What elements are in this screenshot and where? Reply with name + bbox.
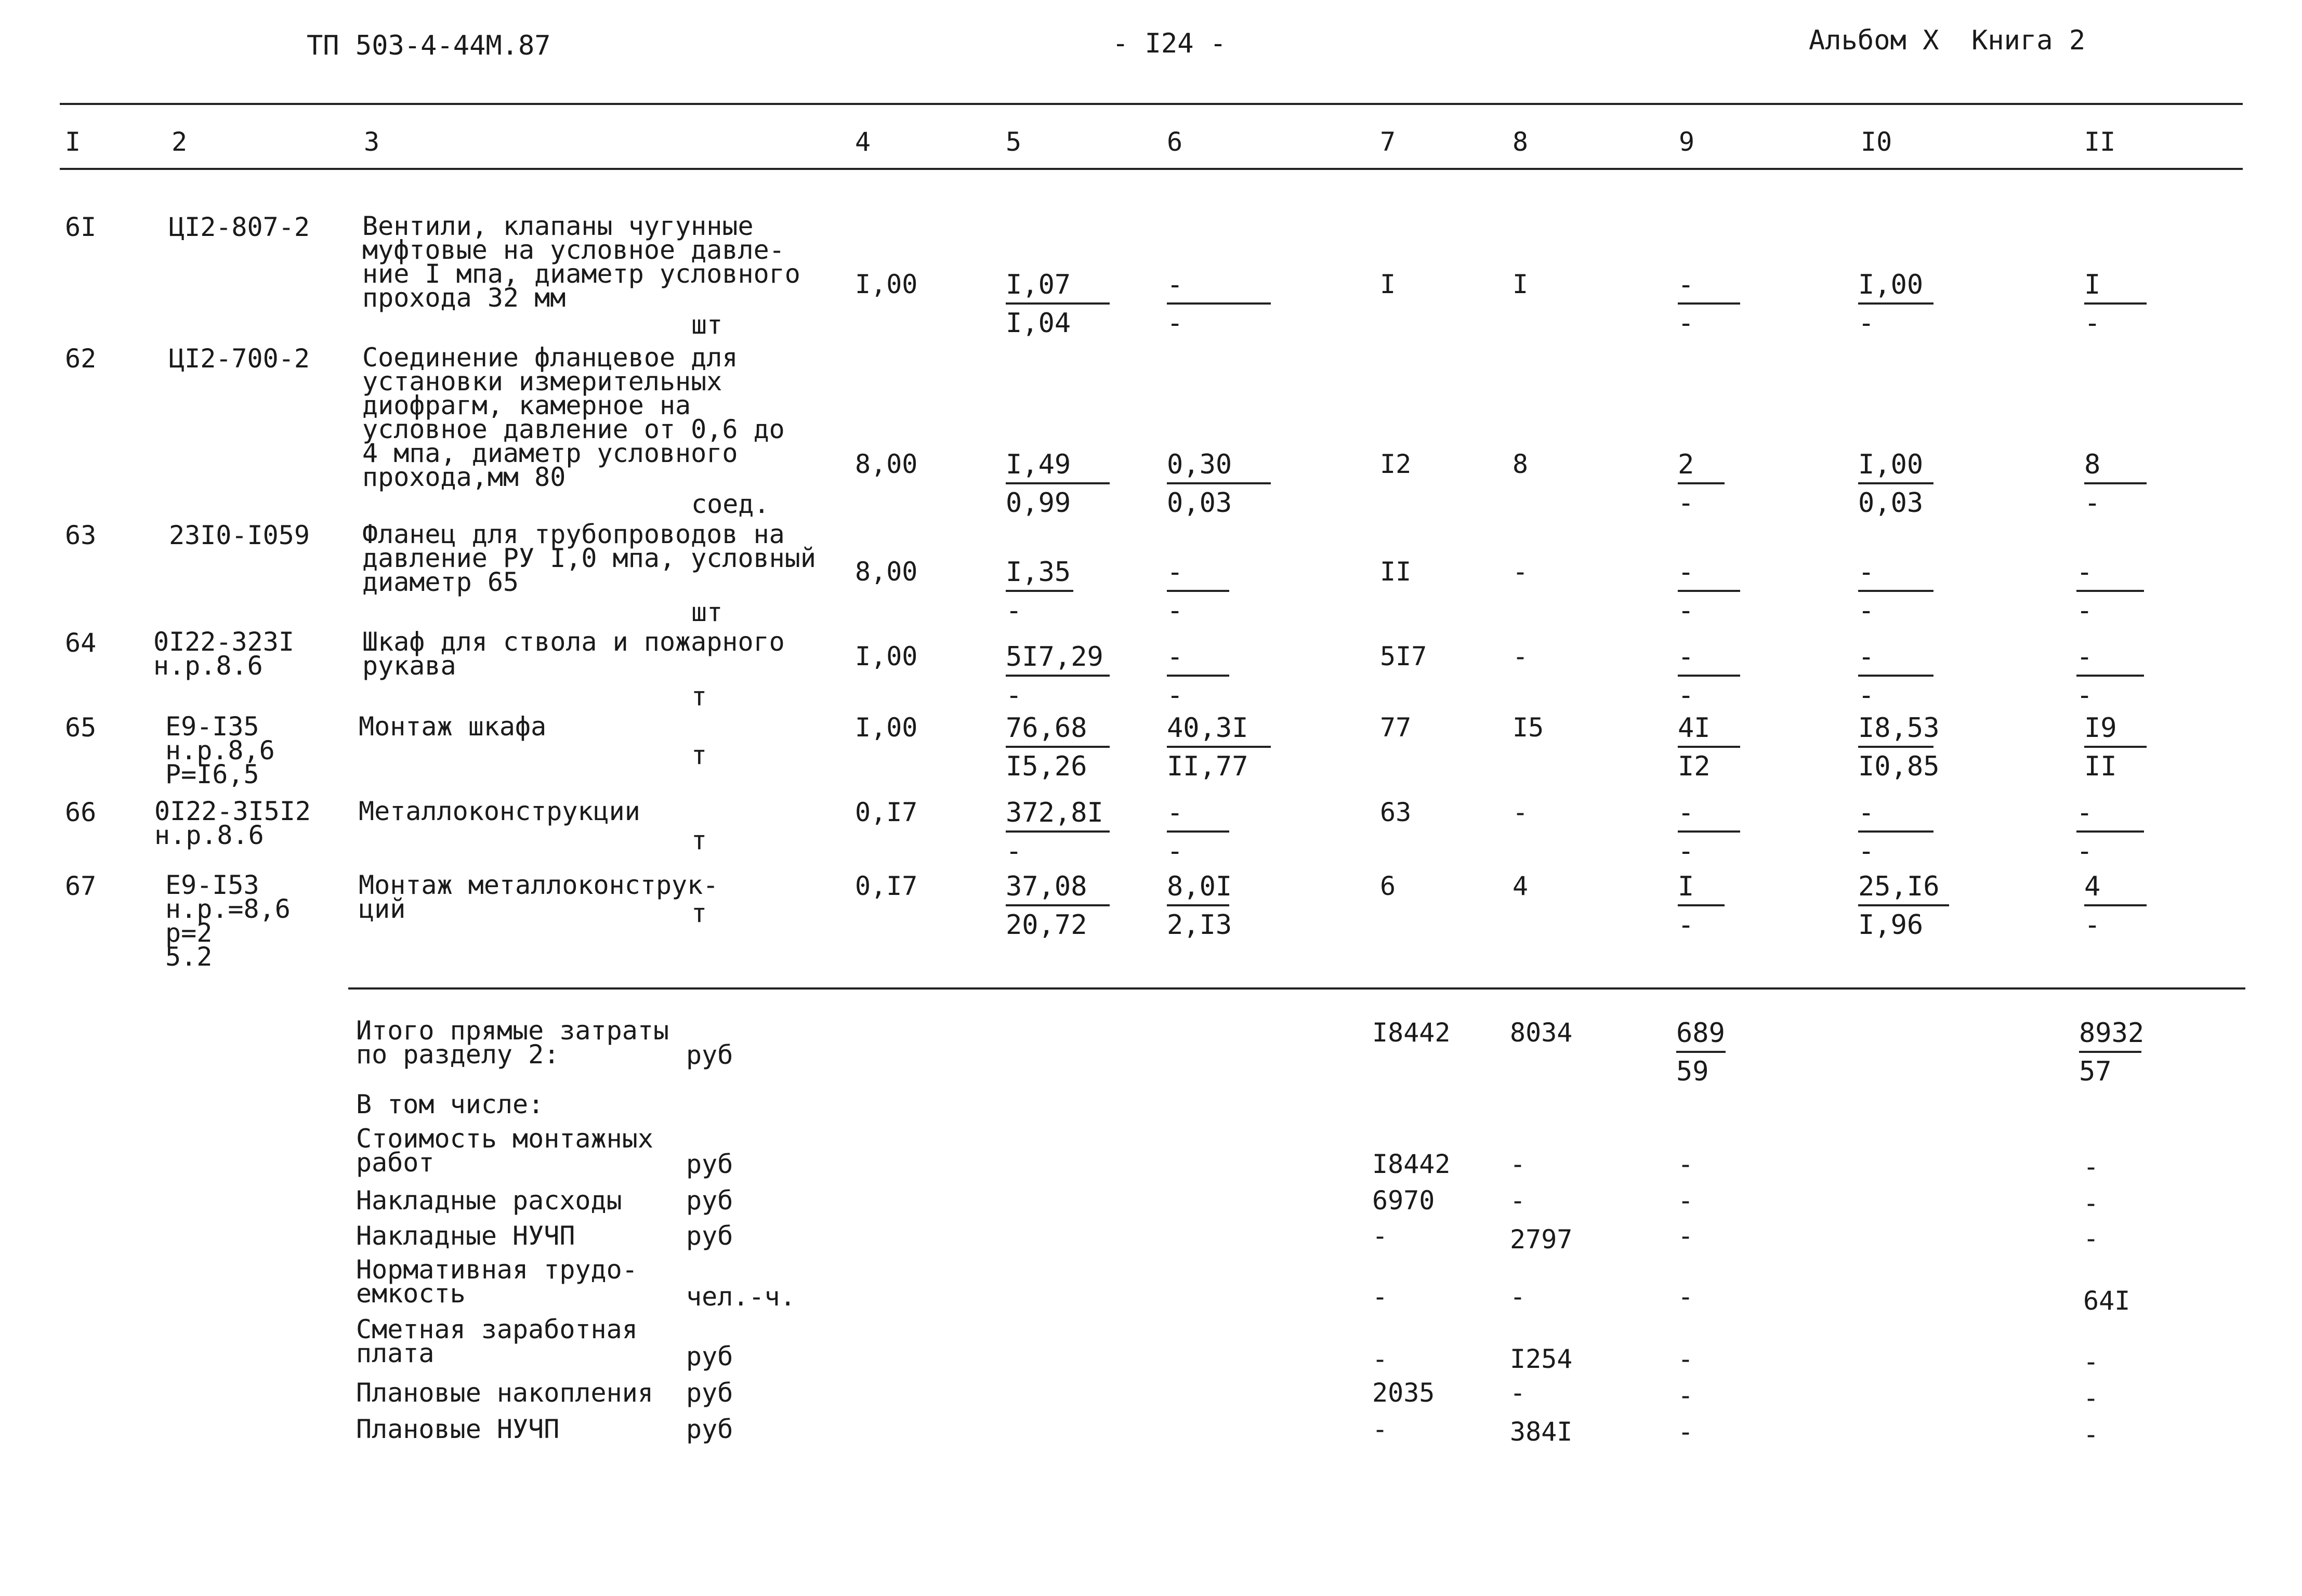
summary-unit: руб — [686, 1378, 733, 1408]
price-code: 0I22-3I5I2 н.р.8.6 — [154, 796, 311, 850]
column-header: I0 — [1861, 127, 1892, 157]
denominator: I,04 — [1006, 308, 1071, 339]
labor-total — [2084, 715, 2147, 780]
denominator: - — [1678, 595, 1694, 626]
denominator: - — [1167, 595, 1183, 626]
machine-operation — [1678, 643, 1740, 709]
total-wages: - — [1510, 1378, 1526, 1408]
labor-total: - — [2083, 1188, 2099, 1218]
denominator: - — [2076, 595, 2093, 626]
summary-unit: руб — [686, 1149, 733, 1179]
unit-cost-machines — [1167, 871, 1232, 941]
price-code: Е9-I35 н.р.8,6 Р=I6,5 — [165, 711, 275, 789]
numerator: I,49 — [1006, 451, 1110, 484]
summary-unit: руб — [686, 1185, 733, 1216]
denominator: - — [1006, 595, 1022, 626]
labor-total — [2079, 1018, 2145, 1087]
numerator: - — [1167, 643, 1229, 677]
denominator: - — [2084, 909, 2101, 941]
item-description: Монтаж металлоконструк- ций — [359, 870, 719, 924]
total-cost: II — [1380, 557, 1412, 587]
denominator: - — [2076, 680, 2093, 711]
total-cost: - — [1372, 1282, 1388, 1312]
summary-label: Нормативная трудо- емкость — [356, 1255, 638, 1309]
machine-operation: - — [1678, 1417, 1694, 1447]
denominator: - — [1006, 836, 1022, 867]
denominator: - — [1006, 680, 1022, 711]
header-bottom-rule — [60, 168, 2243, 170]
item-unit: т — [691, 825, 707, 855]
denominator: - — [1678, 487, 1694, 519]
machine-operation — [1678, 271, 1740, 337]
numerator: - — [1678, 799, 1740, 833]
numerator: I,35 — [1006, 559, 1073, 592]
unit-cost-machines — [1167, 799, 1229, 865]
unit-cost-total — [1006, 451, 1110, 517]
item-description: Соединение фланцевое для установки измерительных диофрагм, камерное на условное давление от 0,6 до 4 мпа, диаметр условного прохода,мм 80 — [362, 342, 785, 492]
total-cost: - — [1372, 1221, 1388, 1251]
denominator: II,77 — [1167, 751, 1248, 782]
row-number: 62 — [65, 344, 97, 374]
numerator: - — [1167, 559, 1229, 592]
numerator: 37,08 — [1006, 873, 1110, 906]
column-header: 5 — [1006, 127, 1022, 157]
labor-total: - — [2083, 1347, 2099, 1377]
total-wages: 2797 — [1510, 1224, 1573, 1255]
summary-unit: чел.-ч. — [686, 1282, 796, 1312]
numerator: - — [2076, 643, 2144, 677]
price-code: ЦI2-700-2 — [169, 344, 310, 374]
summary-label: Плановые накопления — [356, 1378, 653, 1408]
total-cost: 2035 — [1372, 1378, 1435, 1408]
unit-cost-total — [1006, 799, 1110, 865]
labor-per-unit — [1858, 559, 1933, 624]
quantity: I,00 — [855, 641, 918, 671]
item-description: Фланец для трубопроводов на давление РУ I,0 мпа, условный диаметр 65 — [362, 519, 816, 597]
total-cost: 77 — [1380, 713, 1412, 743]
labor-total — [2084, 451, 2147, 517]
denominator: 0,03 — [1167, 487, 1232, 519]
item-description: Монтаж шкафа — [359, 711, 547, 742]
total-wages: I5 — [1512, 713, 1544, 743]
column-header: 2 — [172, 127, 188, 157]
numerator: - — [1678, 643, 1740, 677]
denominator: - — [1858, 595, 1875, 626]
summary-label: Плановые НУЧП — [356, 1414, 560, 1444]
numerator: - — [2076, 799, 2144, 833]
numerator: 689 — [1676, 1020, 1726, 1053]
denominator: I,96 — [1858, 909, 1924, 941]
numerator: 40,3I — [1167, 715, 1271, 748]
summary-label: Стоимость монтажных работ — [356, 1124, 653, 1178]
machine-operation: - — [1678, 1282, 1694, 1312]
numerator: 4I — [1678, 715, 1740, 748]
denominator: - — [1167, 836, 1183, 867]
unit-cost-machines — [1167, 715, 1271, 780]
machine-operation: - — [1678, 1149, 1694, 1179]
summary-unit: руб — [686, 1414, 733, 1444]
total-wages: 8034 — [1510, 1018, 1573, 1048]
row-number: 63 — [65, 520, 97, 550]
price-code: 0I22-323I н.р.8.6 — [153, 627, 294, 681]
labor-per-unit — [1858, 873, 1949, 939]
column-header: 9 — [1679, 127, 1695, 157]
labor-total — [2076, 799, 2144, 865]
summary-label: Накладные расходы — [356, 1185, 622, 1216]
total-cost: 6970 — [1372, 1185, 1435, 1216]
labor-per-unit — [1858, 643, 1933, 709]
unit-cost-total — [1006, 559, 1073, 624]
unit-cost-machines — [1167, 559, 1229, 624]
machine-operation — [1678, 559, 1740, 624]
denominator: - — [2084, 308, 2101, 339]
album-reference: Альбом X Книга 2 — [1809, 25, 2086, 56]
denominator: - — [1678, 836, 1694, 867]
numerator: - — [1167, 271, 1271, 305]
denominator: - — [1678, 909, 1694, 941]
unit-cost-total — [1006, 271, 1110, 337]
unit-cost-total — [1006, 873, 1110, 939]
numerator: I — [2084, 271, 2147, 305]
denominator: 2,I3 — [1167, 909, 1232, 941]
machine-operation: - — [1678, 1380, 1694, 1410]
summary-unit: руб — [686, 1221, 733, 1251]
numerator: 8 — [2084, 451, 2147, 484]
numerator: I,00 — [1858, 271, 1933, 305]
total-wages: I254 — [1510, 1344, 1573, 1374]
including-label: В том числе: — [356, 1089, 544, 1119]
numerator: 5I7,29 — [1006, 643, 1110, 677]
quantity: I,00 — [855, 269, 918, 299]
denominator: - — [1858, 680, 1875, 711]
price-code: ЦI2-807-2 — [169, 212, 310, 242]
table-top-rule — [60, 103, 2243, 105]
total-wages: - — [1510, 1282, 1526, 1312]
column-header: 7 — [1380, 127, 1396, 157]
numerator: I,00 — [1858, 451, 1933, 484]
labor-per-unit — [1858, 799, 1933, 865]
total-cost: I8442 — [1372, 1149, 1451, 1179]
numerator: 4 — [2084, 873, 2147, 906]
denominator: - — [1678, 680, 1694, 711]
total-wages: 384I — [1510, 1417, 1573, 1447]
page-number: - I24 - — [1112, 28, 1227, 59]
labor-total — [2076, 643, 2144, 709]
machine-operation: - — [1678, 1221, 1694, 1251]
column-header: 3 — [364, 127, 380, 157]
numerator: I,07 — [1006, 271, 1110, 305]
labor-total — [2076, 559, 2144, 624]
numerator: 8932 — [2079, 1020, 2141, 1053]
item-unit: т — [691, 898, 707, 928]
unit-cost-machines — [1167, 643, 1229, 709]
column-header: 8 — [1512, 127, 1529, 157]
denominator: I2 — [1678, 751, 1711, 782]
total-wages: I — [1512, 269, 1529, 299]
price-code: 23I0-I059 — [169, 520, 310, 550]
numerator: I — [1678, 873, 1725, 906]
total-cost: 63 — [1380, 797, 1412, 827]
machine-operation — [1678, 873, 1725, 939]
labor-total: - — [2083, 1152, 2099, 1182]
column-header: I — [65, 127, 81, 157]
labor-per-unit — [1858, 271, 1933, 337]
item-unit: соед. — [691, 489, 770, 519]
total-wages: - — [1510, 1185, 1526, 1216]
denominator: II — [2084, 751, 2117, 782]
denominator: I5,26 — [1006, 751, 1087, 782]
row-number: 66 — [65, 797, 97, 827]
quantity: 0,I7 — [855, 797, 918, 827]
denominator: - — [1858, 836, 1875, 867]
numerator: 8,0I — [1167, 873, 1229, 906]
summary-label: Накладные НУЧП — [356, 1221, 575, 1251]
denominator: 0,03 — [1858, 487, 1924, 519]
total-wages: - — [1512, 557, 1529, 587]
numerator: - — [1858, 559, 1933, 592]
summary-label: Итого прямые затраты по разделу 2: — [356, 1015, 669, 1070]
quantity: 8,00 — [855, 557, 918, 587]
total-wages: - — [1512, 641, 1529, 671]
denominator: - — [2076, 836, 2093, 867]
total-cost: - — [1372, 1344, 1388, 1374]
summary-unit: руб — [686, 1040, 733, 1070]
numerator: 0,30 — [1167, 451, 1271, 484]
numerator: - — [1678, 271, 1740, 305]
total-wages: - — [1510, 1149, 1526, 1179]
machine-operation — [1676, 1020, 1726, 1085]
total-cost: I — [1380, 269, 1396, 299]
numerator: - — [1858, 799, 1933, 833]
row-number: 6I — [65, 212, 97, 242]
labor-total: - — [2083, 1383, 2099, 1413]
machine-operation — [1678, 451, 1725, 517]
numerator: 76,68 — [1006, 715, 1110, 748]
item-description: Шкаф для ствола и пожарного рукава — [362, 627, 785, 681]
item-unit: шт — [691, 597, 723, 627]
denominator: 0,99 — [1006, 487, 1071, 519]
quantity: 0,I7 — [855, 871, 918, 901]
denominator: - — [1858, 308, 1875, 339]
item-unit: т — [691, 740, 707, 770]
item-unit: шт — [691, 310, 723, 340]
unit-cost-total — [1006, 715, 1110, 780]
labor-total — [2084, 271, 2147, 337]
numerator: - — [1858, 643, 1933, 677]
labor-total — [2084, 873, 2147, 939]
machine-operation: - — [1678, 1185, 1694, 1216]
labor-total: - — [2083, 1223, 2099, 1254]
quantity: I,00 — [855, 713, 918, 743]
unit-cost-total — [1006, 643, 1110, 709]
item-unit: т — [691, 681, 707, 711]
total-wages: 8 — [1512, 449, 1529, 479]
quantity: 8,00 — [855, 449, 918, 479]
denominator: 20,72 — [1006, 909, 1087, 941]
denominator: - — [1167, 680, 1183, 711]
denominator: - — [1167, 308, 1183, 339]
numerator: 2 — [1678, 451, 1725, 484]
unit-cost-machines — [1167, 451, 1271, 517]
machine-operation: - — [1678, 1344, 1694, 1374]
numerator: - — [2076, 559, 2144, 592]
labor-total: 64I — [2083, 1286, 2130, 1316]
machine-operation — [1678, 799, 1740, 865]
numerator: - — [1167, 799, 1229, 833]
denominator: - — [1678, 308, 1694, 339]
unit-cost-machines — [1167, 271, 1271, 337]
item-description: Металлоконструкции — [359, 796, 640, 826]
numerator: I9 — [2084, 715, 2147, 748]
numerator: 372,8I — [1006, 799, 1110, 833]
row-number: 67 — [65, 871, 97, 901]
document-code: ТП 503-4-44М.87 — [307, 30, 551, 61]
column-header: 6 — [1167, 127, 1183, 157]
denominator: 59 — [1676, 1056, 1709, 1087]
column-header: II — [2084, 127, 2116, 157]
row-number: 65 — [65, 713, 97, 743]
summary-label: Сметная заработная плата — [356, 1314, 638, 1368]
labor-total: - — [2083, 1419, 2099, 1449]
total-cost: I8442 — [1372, 1018, 1451, 1048]
numerator: 25,I6 — [1858, 873, 1949, 906]
total-cost: - — [1372, 1414, 1388, 1444]
labor-per-unit — [1858, 451, 1933, 517]
total-cost: 5I7 — [1380, 641, 1427, 671]
total-cost: I2 — [1380, 449, 1412, 479]
column-header: 4 — [855, 127, 871, 157]
denominator: 57 — [2079, 1056, 2112, 1087]
item-description: Вентили, клапаны чугунные муфтовые на условное давле- ние I мпа, диаметр условного прохода 32 мм — [362, 211, 800, 313]
labor-per-unit — [1858, 713, 1940, 782]
numerator: I8,53 — [1858, 715, 1933, 748]
row-number: 64 — [65, 628, 97, 658]
price-code: Е9-I53 н.р.=8,6 р=2 5.2 — [165, 870, 291, 972]
machine-operation — [1678, 715, 1740, 780]
denominator: - — [2084, 487, 2101, 519]
total-wages: 4 — [1512, 871, 1529, 901]
summary-unit: руб — [686, 1341, 733, 1371]
summary-top-rule — [348, 987, 2245, 990]
denominator: I0,85 — [1858, 751, 1940, 782]
total-cost: 6 — [1380, 871, 1396, 901]
numerator: - — [1678, 559, 1740, 592]
total-wages: - — [1512, 797, 1529, 827]
